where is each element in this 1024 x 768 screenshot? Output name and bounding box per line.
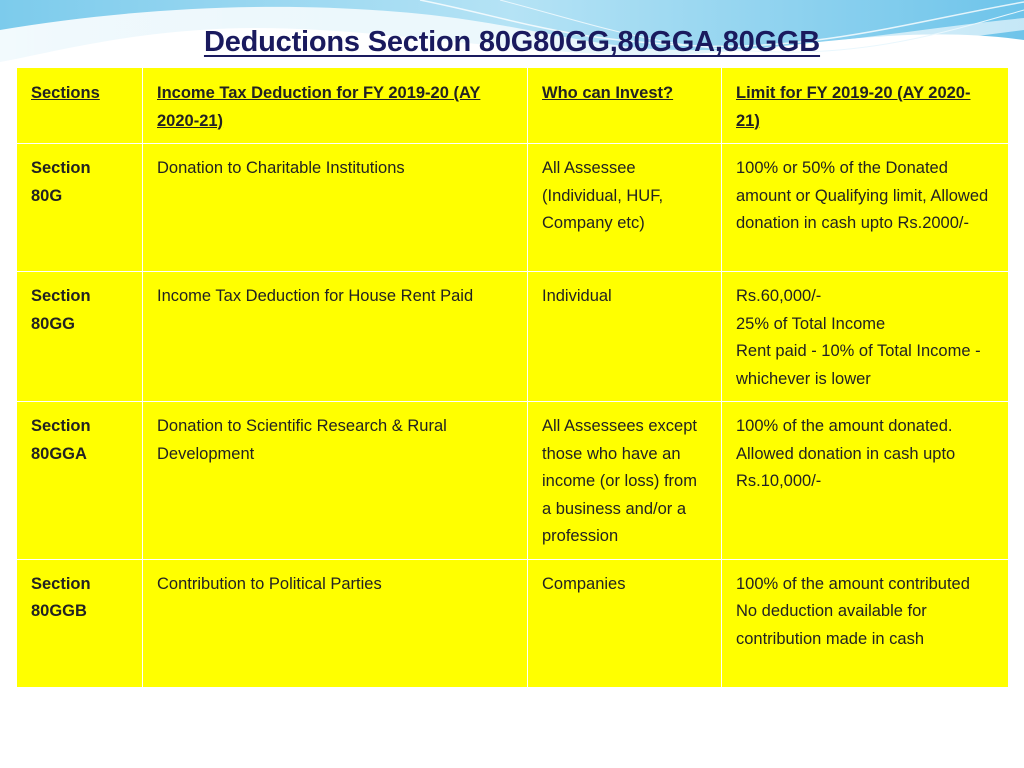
limit-line: 25% of Total Income <box>736 314 886 333</box>
section-cell <box>17 144 143 272</box>
deduction-cell: Contribution to Political Parties <box>143 559 528 687</box>
section-label: Section <box>31 287 91 305</box>
limit-line: Rent paid - 10% of Total Income - whichever is lower <box>736 342 981 388</box>
slide-title: Deductions Section 80G80GG,80GGA,80GGB <box>203 26 821 58</box>
header-sections: Sections <box>17 68 143 144</box>
who-cell: All Assessees except those who have an income (or loss) from a business and/or a profession <box>528 402 722 560</box>
table-header-row <box>17 68 1009 144</box>
header-who-can-invest: Who can Invest? <box>528 68 722 144</box>
table-row <box>17 272 1009 402</box>
limit-line: Rs.60,000/- <box>736 287 822 305</box>
limit-line: 100% or 50% of the Donated amount or Qualifying limit, Allowed donation in cash upto Rs.2000/- <box>736 159 989 232</box>
section-label: Section <box>31 574 91 593</box>
section-number: 80GGB <box>31 602 87 620</box>
limit-cell <box>722 402 1009 560</box>
section-number: 80GG <box>31 314 76 333</box>
who-cell: Companies <box>528 559 722 687</box>
limit-line: 100% of the amount contributed <box>736 574 970 593</box>
who-cell: All Assessee (Individual, HUF, Company etc) <box>528 144 722 272</box>
section-number: 80G <box>31 186 63 205</box>
deduction-cell: Income Tax Deduction for House Rent Paid <box>143 272 528 402</box>
section-cell <box>17 559 143 687</box>
section-cell <box>17 402 143 560</box>
limit-cell <box>722 144 1009 272</box>
table-row <box>17 144 1009 272</box>
limit-line: 100% of the amount donated. <box>736 417 953 435</box>
section-number: 80GGA <box>31 444 87 463</box>
header-limit: Limit for FY 2019-20 (AY 2020-21) <box>722 68 1009 144</box>
section-label: Section <box>31 159 91 177</box>
section-cell <box>17 272 143 402</box>
limit-cell <box>722 559 1009 687</box>
table-row <box>17 559 1009 687</box>
deductions-table <box>16 67 1009 688</box>
limit-line: Allowed donation in cash upto Rs.10,000/- <box>736 444 956 490</box>
section-label: Section <box>31 417 91 435</box>
header-deduction: Income Tax Deduction for FY 2019-20 (AY 2020-21) <box>143 68 528 144</box>
who-cell: Individual <box>528 272 722 402</box>
deduction-cell: Donation to Scientific Research & Rural Development <box>143 402 528 560</box>
table-row <box>17 402 1009 560</box>
limit-line: No deduction available for contribution made in cash <box>736 602 927 648</box>
deductions-table-container <box>16 67 1008 688</box>
deduction-cell: Donation to Charitable Institutions <box>143 144 528 272</box>
limit-cell <box>722 272 1009 402</box>
